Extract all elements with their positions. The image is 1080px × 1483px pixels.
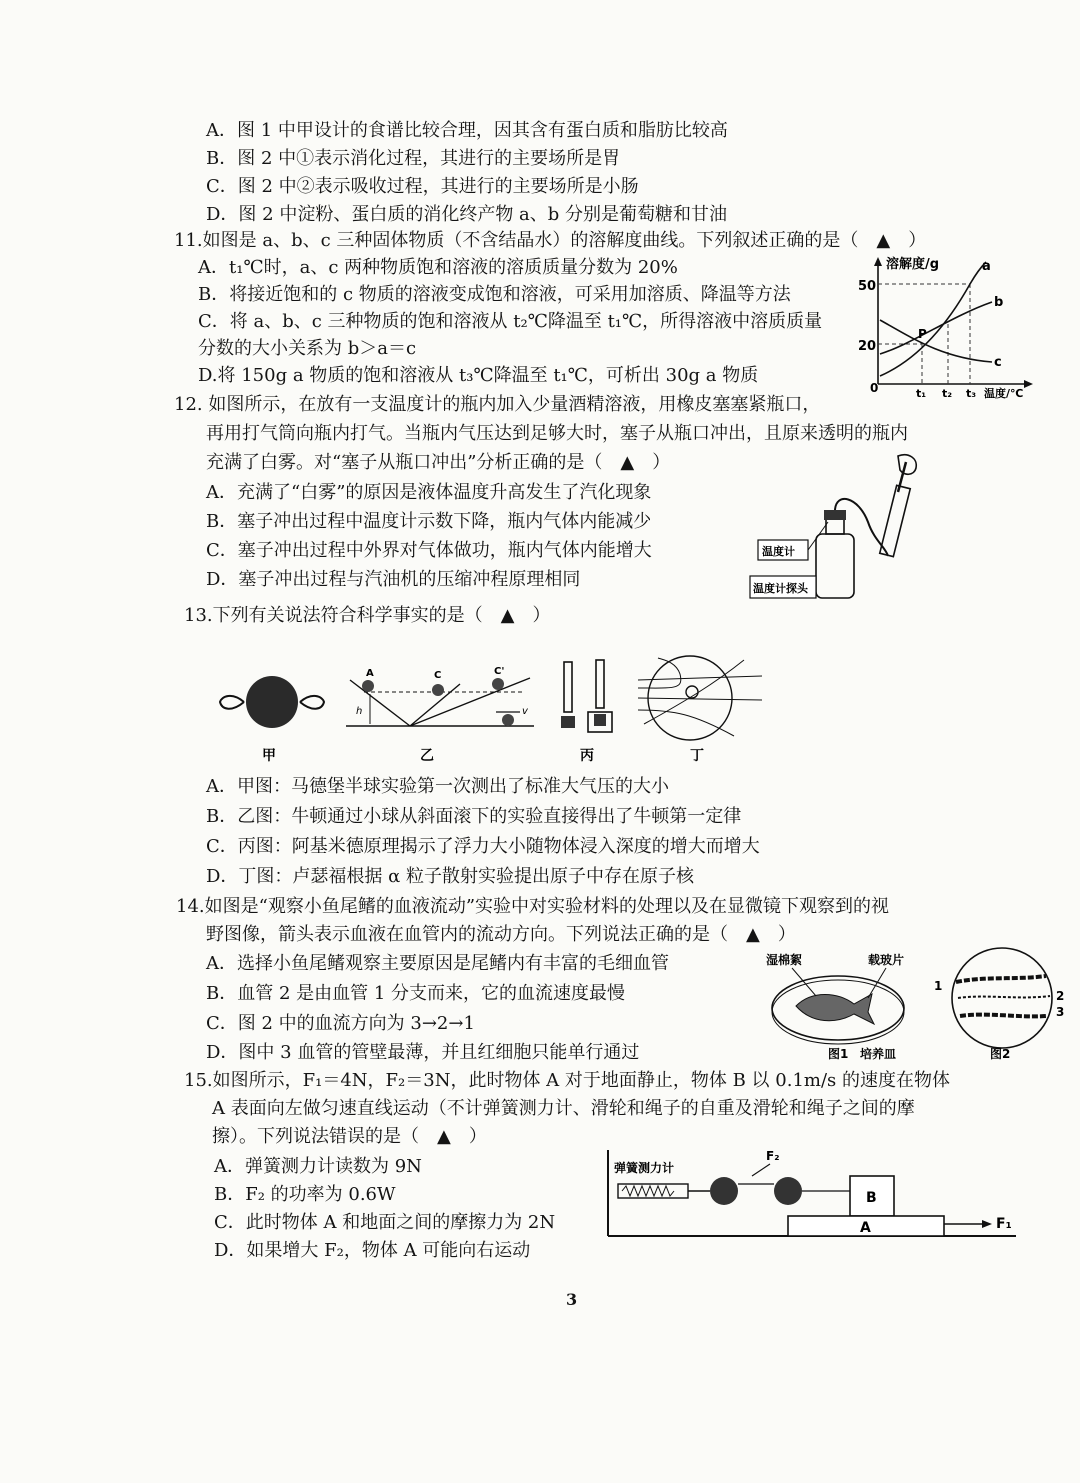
q14-option-b: B．血管 2 是由血管 1 分支而来，它的血流速度最慢 [206, 983, 626, 1004]
figure-1-label: 图1 [828, 1047, 849, 1061]
bottle-neck [826, 518, 844, 534]
f2-label: F₂ [766, 1149, 780, 1163]
stopper [824, 510, 846, 520]
q14-option-d: D．图中 3 血管的管壁最薄，并且红细胞只能单行通过 [206, 1042, 640, 1063]
pulley-1 [710, 1177, 738, 1205]
q14-fish-tail-figure [756, 946, 1076, 1068]
label-a: A [366, 668, 374, 679]
x-tick-t3: t₃ [966, 387, 977, 400]
probe-label: 温度计探头 [753, 582, 808, 595]
q11-option-d: D.将 150g a 物质的饱和溶液从 t₃℃降温至 t₁℃，可析出 30g a 物质 [198, 365, 759, 386]
label-h: h [356, 706, 363, 717]
q13-stem: 13.下列有关说法符合科学事实的是（ ▲ ） [184, 605, 551, 626]
q12-stem-line2: 再用打气筒向瓶内打气。当瓶内气压达到足够大时，塞子从瓶口冲出，且原来透明的瓶内 [206, 423, 908, 444]
x-tick-t1: t₁ [916, 387, 927, 400]
q13-option-d: D．丁图：卢瑟福根据 α 粒子散射实验提出原子中存在原子核 [206, 866, 695, 887]
x-tick-t2: t₂ [942, 387, 953, 400]
q15-pulley-figure [604, 1146, 1024, 1246]
spring-meter-label: 弹簧测力计 [614, 1161, 675, 1175]
q12-option-d: D．塞子冲出过程与汽油机的压缩冲程原理相同 [206, 569, 581, 590]
slide-pointer [868, 968, 886, 998]
y-tick-20: 20 [858, 339, 877, 354]
point-p-label: P [918, 327, 927, 341]
magdeburg-hemispheres [220, 676, 324, 728]
ball-c [432, 684, 444, 696]
vessel-3 [960, 1015, 1046, 1017]
left-handle [220, 696, 244, 709]
pulley-2 [774, 1177, 802, 1205]
alpha-path-2 [638, 698, 762, 700]
curve-b [880, 302, 992, 354]
q15-stem-line3: 擦）。下列说法错误的是（ ▲ ） [212, 1126, 487, 1147]
q10-option-b: B．图 2 中①表示消化过程，其进行的主要场所是胃 [206, 148, 621, 169]
q11-solubility-chart [852, 254, 1036, 400]
label-c-prime: C' [494, 666, 505, 677]
caption-bing: 丙 [580, 748, 594, 764]
f2-arrow [752, 1164, 770, 1176]
vessel-1 [956, 976, 1046, 982]
block-b-label: B [866, 1190, 877, 1206]
weight-1 [561, 716, 575, 728]
spring-coils [622, 1186, 674, 1196]
q11-option-c-line1: C．将 a、b、c 三种物质的饱和溶液从 t₂℃降温至 t₁℃，所得溶液中溶质质量 [198, 311, 823, 332]
caption-yi: 乙 [420, 748, 434, 764]
q14-stem-line2: 野图像，箭头表示血液在血管内的流动方向。下列说法正确的是（ ▲ ） [206, 924, 796, 945]
hose [835, 499, 888, 556]
caption-jia: 甲 [262, 748, 276, 764]
spring-scale-2 [596, 660, 604, 708]
q15-option-d: D．如果增大 F₂，物体 A 可能向右运动 [214, 1240, 531, 1261]
microscope-field [952, 948, 1052, 1048]
curve-c [880, 320, 992, 362]
inclined-plane-experiment [346, 678, 534, 726]
q14-stem-line1: 14.如图是“观察小鱼尾鳍的血液流动”实验中对实验材料的处理以及在显微镜下观察到的视 [176, 896, 890, 917]
ball-a [362, 680, 374, 692]
curve-a-label: a [982, 259, 991, 274]
block-a-label: A [860, 1220, 871, 1236]
q15-option-b: B．F₂ 的功率为 0.6W [214, 1184, 396, 1205]
f1-label: F₁ [996, 1216, 1012, 1232]
q10-option-a: A．图 1 中甲设计的食谱比较合理，因其含有蛋白质和脂肪比较高 [206, 120, 728, 141]
f1-arrowhead [982, 1220, 992, 1228]
probe-wire [808, 522, 828, 550]
left-slope [350, 680, 410, 726]
q11-option-c-line2: 分数的大小关系为 b＞a＝c [198, 338, 417, 359]
x-axis-arrow [1024, 380, 1033, 388]
page-number: 3 [566, 1290, 578, 1309]
alpha-path-1 [638, 676, 762, 680]
hand [898, 455, 916, 475]
q10-option-d: D．图 2 中淀粉、蛋白质的消化终产物 a、b 分别是葡萄糖和甘油 [206, 204, 728, 225]
y-axis-arrow [874, 257, 882, 266]
caption-ding: 丁 [690, 748, 704, 764]
curve-b-label: b [994, 295, 1004, 310]
q13-figures [214, 654, 774, 766]
hemisphere-ball [246, 676, 298, 728]
q12-option-a: A．充满了“白雾”的原因是液体温度升高发生了汽化现象 [206, 482, 652, 503]
ball-rolling [502, 714, 514, 726]
y-tick-50: 50 [858, 279, 877, 294]
q12-stem-line3: 充满了白雾。对“塞子从瓶口冲出”分析正确的是（ ▲ ） [206, 452, 671, 473]
thermometer-label: 温度计 [762, 545, 795, 558]
fish [796, 994, 874, 1024]
weight-2 [594, 714, 606, 726]
q13-option-a: A．甲图：马德堡半球实验第一次测出了标准大气压的大小 [206, 776, 669, 797]
q13-option-b: B．乙图：牛顿通过小球从斜面滚下的实验直接得出了牛顿第一定律 [206, 806, 742, 827]
q12-bottle-pump-figure [748, 452, 948, 604]
pump-barrel [880, 485, 911, 556]
q15-stem-line1: 15.如图所示，F₁＝4N，F₂＝3N，此时物体 A 对于地面静止，物体 B 以 0.1m/s 的速度在物体 [184, 1070, 950, 1091]
curve-c-label: c [994, 355, 1002, 370]
q12-option-b: B．塞子冲出过程中温度计示数下降，瓶内气体内能减少 [206, 511, 652, 532]
alpha-path-4 [638, 710, 734, 736]
spring-scale-1 [564, 662, 572, 712]
alpha-scattering-diagram [638, 656, 762, 740]
q15-option-c: C．此时物体 A 和地面之间的摩擦力为 2N [214, 1212, 556, 1233]
slide-label: 载玻片 [868, 953, 905, 967]
q11-option-a: A．t₁℃时，a、c 两种物质饱和溶液的溶质质量分数为 20% [198, 257, 678, 278]
x-axis-label: 温度/℃ [984, 387, 1024, 400]
ball-c-prime [492, 678, 504, 690]
y-axis-label: 溶解度/g [886, 257, 940, 272]
q12-stem-line1: 12. 如图所示，在放有一支温度计的瓶内加入少量酒精溶液，用橡皮塞塞紧瓶口， [174, 394, 821, 415]
petri-dish-label: 培养皿 [860, 1047, 897, 1061]
q11-option-b: B．将接近饱和的 c 物质的溶液变成饱和溶液，可采用加溶质、降温等方法 [198, 284, 791, 305]
spring-scale-experiment [561, 660, 612, 732]
wet-cotton-label: 湿棉絮 [766, 953, 803, 967]
q13-option-c: C．丙图：阿基米德原理揭示了浮力大小随物体浸入深度的增大而增大 [206, 836, 760, 857]
label-v: v [522, 706, 528, 717]
q15-option-a: A．弹簧测力计读数为 9N [214, 1156, 422, 1177]
vessel-label-1: 1 [934, 979, 943, 993]
vessel-2 [958, 996, 1050, 998]
label-c: C [434, 670, 442, 681]
q11-stem: 11.如图是 a、b、c 三种固体物质（不含结晶水）的溶解度曲线。下列叙述正确的是（ ▲ ） [174, 230, 927, 251]
q14-option-a: A．选择小鱼尾鳍观察主要原因是尾鳍内有丰富的毛细血管 [206, 953, 669, 974]
origin-label: 0 [870, 381, 879, 395]
alpha-path-3 [638, 658, 681, 688]
vessel-label-3: 3 [1056, 1005, 1065, 1019]
q12-option-c: C．塞子冲出过程中外界对气体做功，瓶内气体内能增大 [206, 540, 652, 561]
q10-option-c: C．图 2 中②表示吸收过程，其进行的主要场所是小肠 [206, 176, 639, 197]
bottle [816, 534, 854, 598]
figure-2-label: 图2 [990, 1047, 1011, 1061]
q15-stem-line2: A 表面向左做匀速直线运动（不计弹簧测力计、滑轮和绳子的自重及滑轮和绳子之间的摩 [212, 1098, 915, 1119]
vessel-label-2: 2 [1056, 989, 1065, 1003]
q14-option-c: C．图 2 中的血流方向为 3→2→1 [206, 1013, 475, 1034]
right-handle [300, 696, 324, 709]
